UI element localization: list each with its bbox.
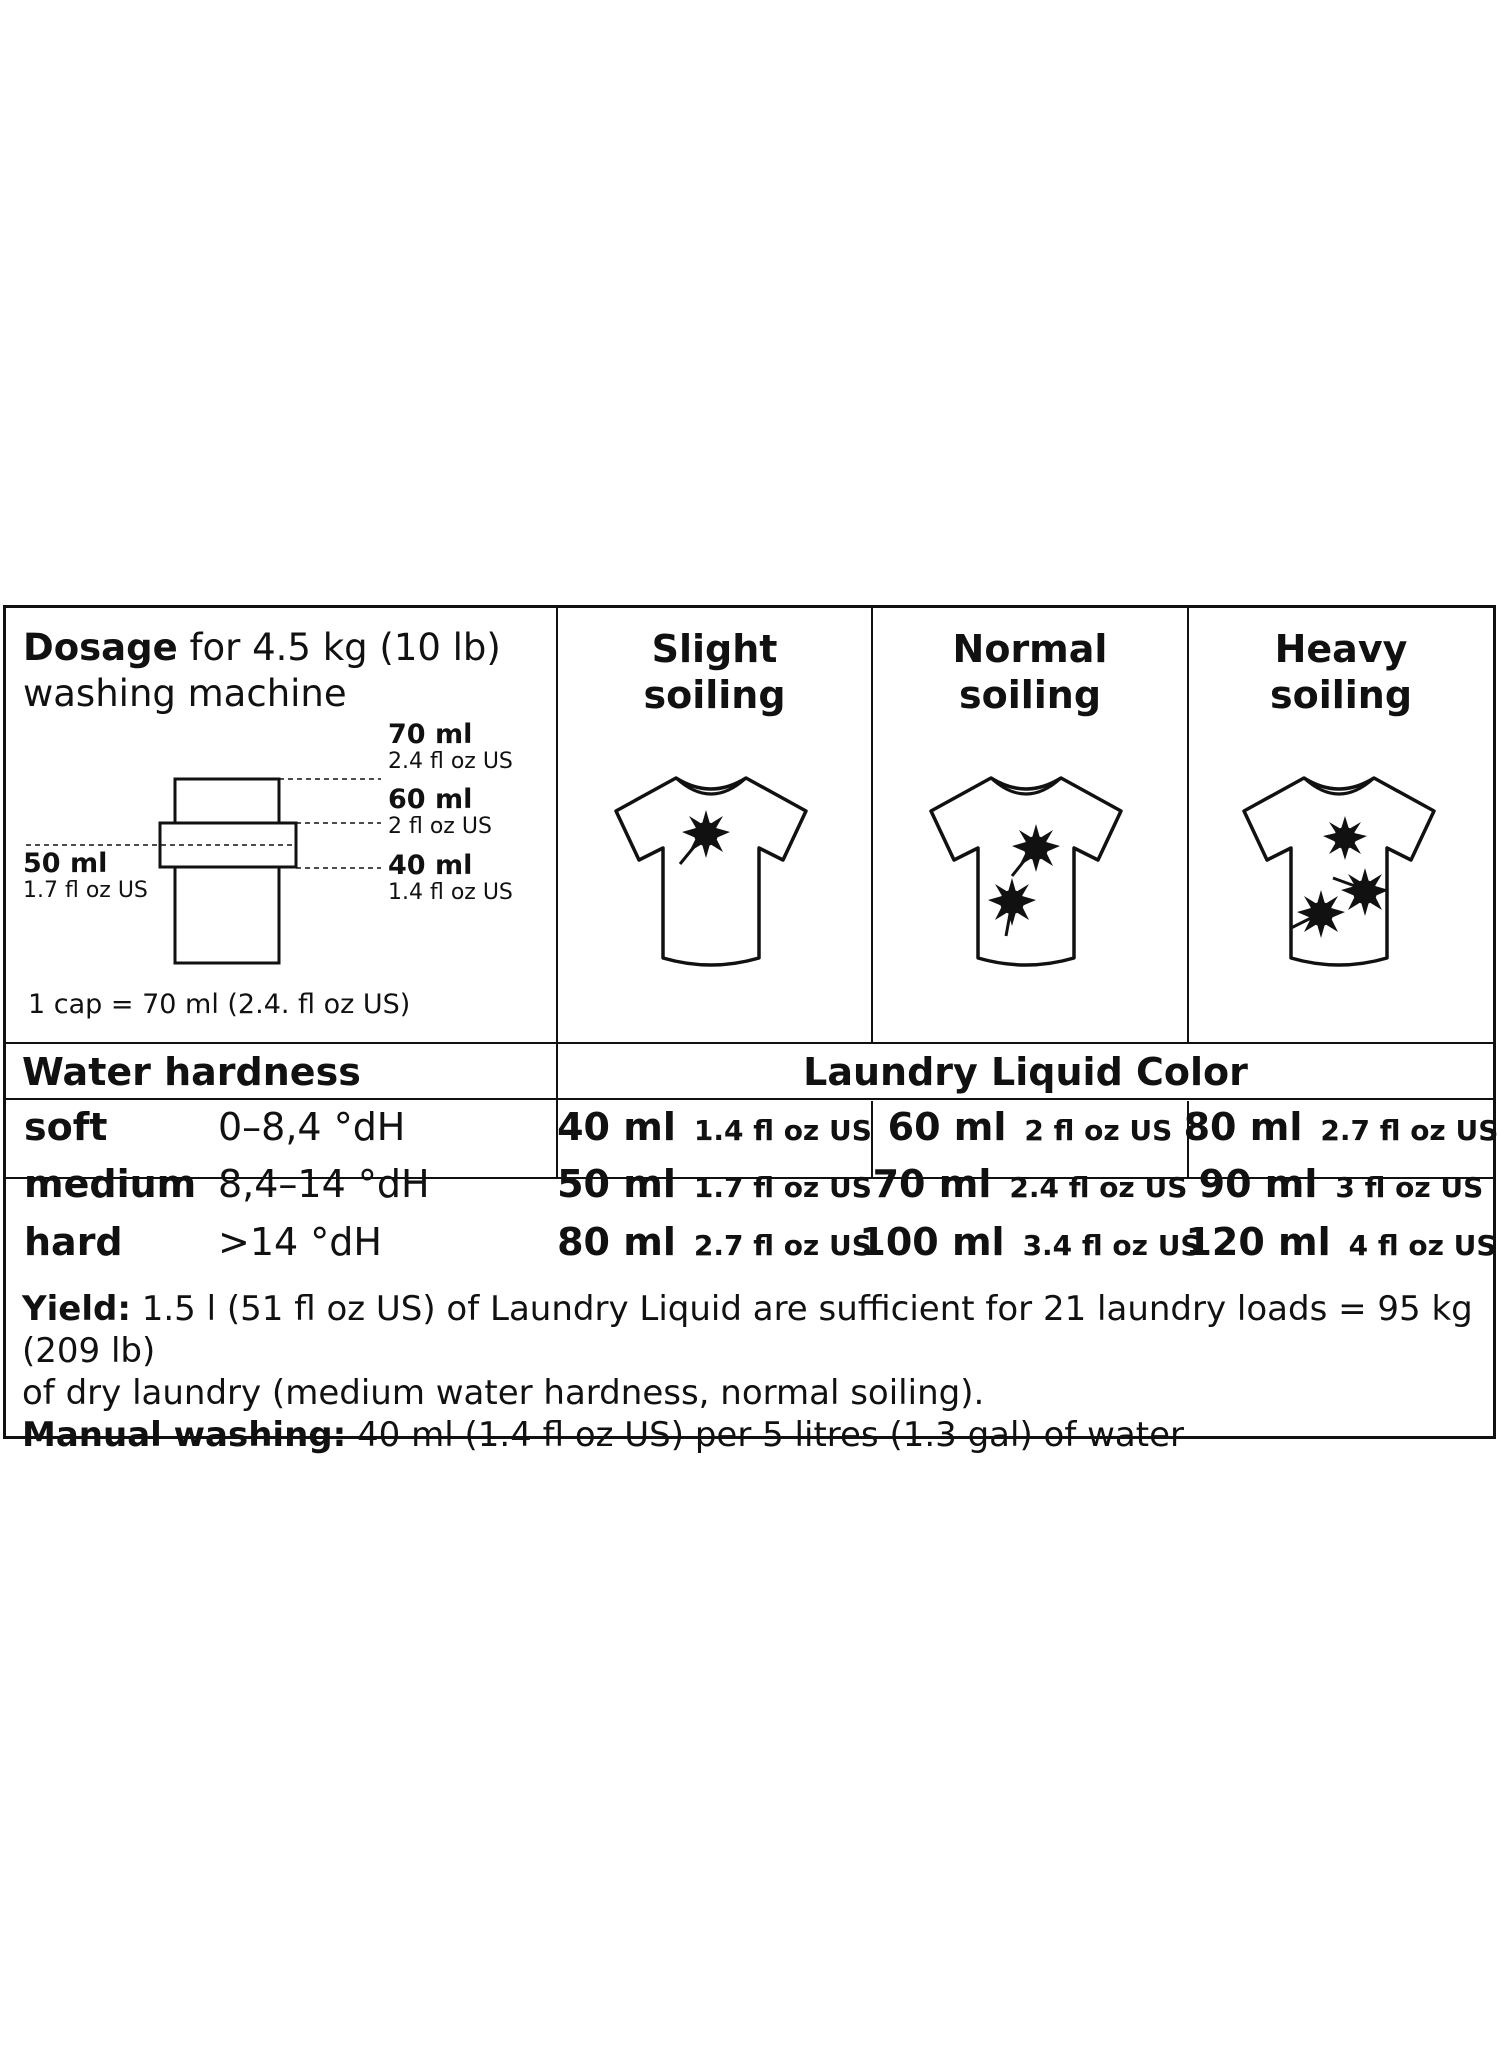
dose-fl: 2.4 fl oz US [1009,1171,1188,1204]
water-hardness-header: Water hardness [22,1050,361,1094]
yield-line-1 [22,1288,1487,1372]
hardness-range: 8,4–14 °dH [218,1162,430,1206]
tshirt-heavy-soiling-icon [1229,766,1449,976]
cap-level-70 [388,721,513,775]
cap-level-fl: 1.4 fl oz US [388,880,513,905]
dose-fl: 2.7 fl oz US [1320,1114,1499,1147]
soiling-line1: Normal [952,627,1108,671]
dose-ml: 90 ml [1198,1162,1318,1206]
dose-fl: 3 fl oz US [1335,1171,1484,1204]
dose-ml: 120 ml [1185,1220,1331,1264]
cap-level-ml: 60 ml [388,784,473,815]
yield-text [22,1288,1487,1456]
dosage-title [23,626,501,669]
dose-cell [873,1105,1187,1149]
dose-cell [859,1220,1201,1264]
cap-level-60 [388,786,492,840]
yield-label: Yield: [22,1289,131,1329]
soiling-slight-label [558,626,871,718]
soiling-line2: soiling [643,673,786,717]
soiling-line2: soiling [958,673,1102,717]
dose-cell [558,1220,871,1264]
dose-ml: 40 ml [557,1105,676,1149]
dose-fl: 1.7 fl oz US [693,1171,872,1204]
soiling-line1: Heavy [1274,627,1408,671]
dose-ml: 70 ml [872,1162,992,1206]
dose-fl: 2.7 fl oz US [693,1229,872,1262]
dose-ml: 80 ml [1183,1105,1303,1149]
tshirt-normal-soiling-icon [916,766,1136,976]
cap-level-50 [23,850,148,904]
cap-level-ml: 50 ml [23,848,108,879]
dose-cell [1183,1105,1499,1149]
yield-line-2: of dry laundry (medium water hardness, normal soiling). [22,1373,985,1413]
hardness-label: hard [24,1220,123,1264]
dose-fl: 1.4 fl oz US [693,1114,872,1147]
manual-washing-line [22,1414,1487,1456]
tshirt-slight-soiling-icon [601,766,821,976]
dosage-title-bold: Dosage [23,626,178,669]
hardness-label: soft [24,1105,108,1149]
manual-body: 40 ml (1.4 fl oz US) per 5 litres (1.3 gal) of water [346,1415,1184,1455]
hardness-label: medium [24,1162,197,1206]
dose-ml: 50 ml [557,1162,676,1206]
hardness-range: 0–8,4 °dH [218,1105,406,1149]
dose-cell [1189,1162,1493,1206]
cap-level-ml: 70 ml [388,719,473,750]
divider [6,1042,1493,1044]
dose-fl: 3.4 fl oz US [1022,1229,1201,1262]
dose-fl: 2 fl oz US [1024,1114,1173,1147]
cap-note: 1 cap = 70 ml (2.4. fl oz US) [28,989,411,1020]
soiling-heavy-label [1189,626,1493,718]
dose-ml: 100 ml [859,1220,1005,1264]
soiling-normal-label [873,626,1187,718]
dose-cell [558,1105,871,1149]
dose-ml: 60 ml [887,1105,1007,1149]
manual-label: Manual washing: [22,1415,347,1455]
dosage-table [3,605,1499,1455]
yield-body: 1.5 l (51 fl oz US) of Laundry Liquid are sufficient for 21 laundry loads = 95 kg (209 lb) [22,1289,1473,1371]
dose-fl: 4 fl oz US [1348,1229,1497,1262]
dose-cell [558,1162,871,1206]
cap-level-40 [388,852,513,906]
cap-level-fl: 2 fl oz US [388,814,492,839]
dose-ml: 80 ml [557,1220,676,1264]
dosage-title-rest: for 4.5 kg (10 lb) [177,626,501,669]
cap-level-fl: 1.7 fl oz US [23,878,148,903]
dose-cell [873,1162,1187,1206]
soiling-line2: soiling [1269,673,1413,717]
dose-cell [1185,1220,1497,1264]
dosage-subtitle: washing machine [23,672,347,715]
divider [6,1098,1493,1100]
hardness-range: >14 °dH [218,1220,382,1264]
cap-level-fl: 2.4 fl oz US [388,749,513,774]
product-header: Laundry Liquid Color [803,1050,1248,1094]
cap-level-ml: 40 ml [388,850,473,881]
soiling-line1: Slight [651,627,778,671]
